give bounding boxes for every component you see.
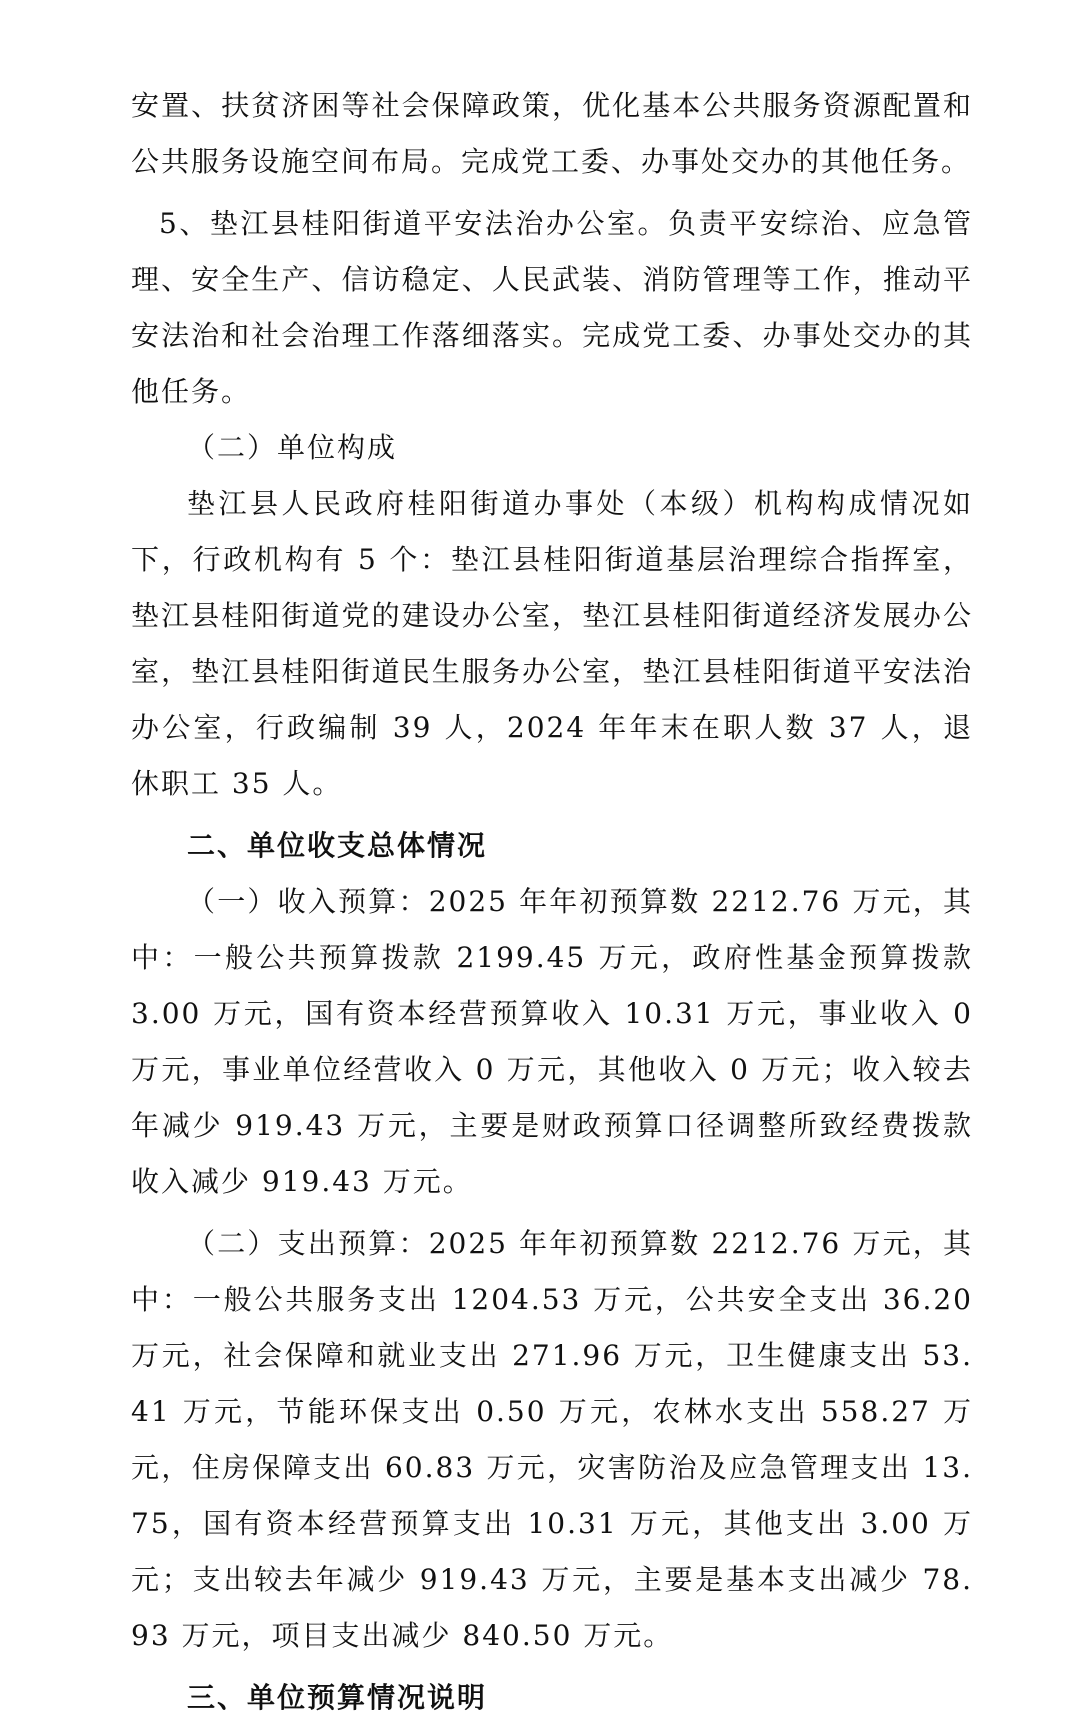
paragraph-unit-composition: 垫江县人民政府桂阳街道办事处（本级）机构构成情况如下，行政机构有 5 个：垫江县桂阳街道基层治理综合指挥室，垫江县桂阳街道党的建设办公室，垫江县桂阳街道经济发展办公室，垫江县桂阳街道民生服务办公室，垫江县桂阳街道平安法治办公室，行政编制 39 人，2024 年年末在职人数 37 人，退休职工 35 人。: [131, 487, 973, 800]
heading-income-expenditure: 二、单位收支总体情况: [187, 829, 488, 862]
section-unit-composition: （二）单位构成: [187, 431, 398, 464]
document-page: [131, 78, 973, 1726]
paragraph-safety-office: 5、垫江县桂阳街道平安法治办公室。负责平安综治、应急管理、安全生产、信访稳定、人民武装、消防管理等工作，推动平安法治和社会治理工作落细落实。完成党工委、办事处交办的其他任务。: [131, 207, 973, 408]
paragraph-expenditure-budget: （二）支出预算：2025 年年初预算数 2212.76 万元，其中：一般公共服务支出 1204.53 万元，公共安全支出 36.20 万元，社会保障和就业支出 271.96 万元，卫生健康支出 53.41 万元，节能环保支出 0.50 万元，农林水支出 558.27 万元，住房保障支出 60.83 万元，灾害防治及应急管理支出 13.75，国有资本经营预算支出 10.31 万元，其他支出 3.00 万元；支出较去年减少 919.43 万元，主要是基本支出减少 78.93 万元，项目支出减少 840.50 万元。: [131, 1227, 973, 1652]
paragraph-income-budget: （一）收入预算：2025 年年初预算数 2212.76 万元，其中：一般公共预算拨款 2199.45 万元，政府性基金预算拨款 3.00 万元，国有资本经营预算收入 10.31 万元，事业收入 0 万元，事业单位经营收入 0 万元，其他收入 0 万元；收入较去年减少 919.43 万元，主要是财政预算口径调整所致经费拨款收入减少 919.43 万元。: [131, 885, 973, 1198]
heading-budget-description: 三、单位预算情况说明: [187, 1681, 488, 1714]
paragraph-social-security: 安置、扶贫济困等社会保障政策，优化基本公共服务资源配置和公共服务设施空间布局。完成党工委、办事处交办的其他任务。: [131, 89, 973, 178]
